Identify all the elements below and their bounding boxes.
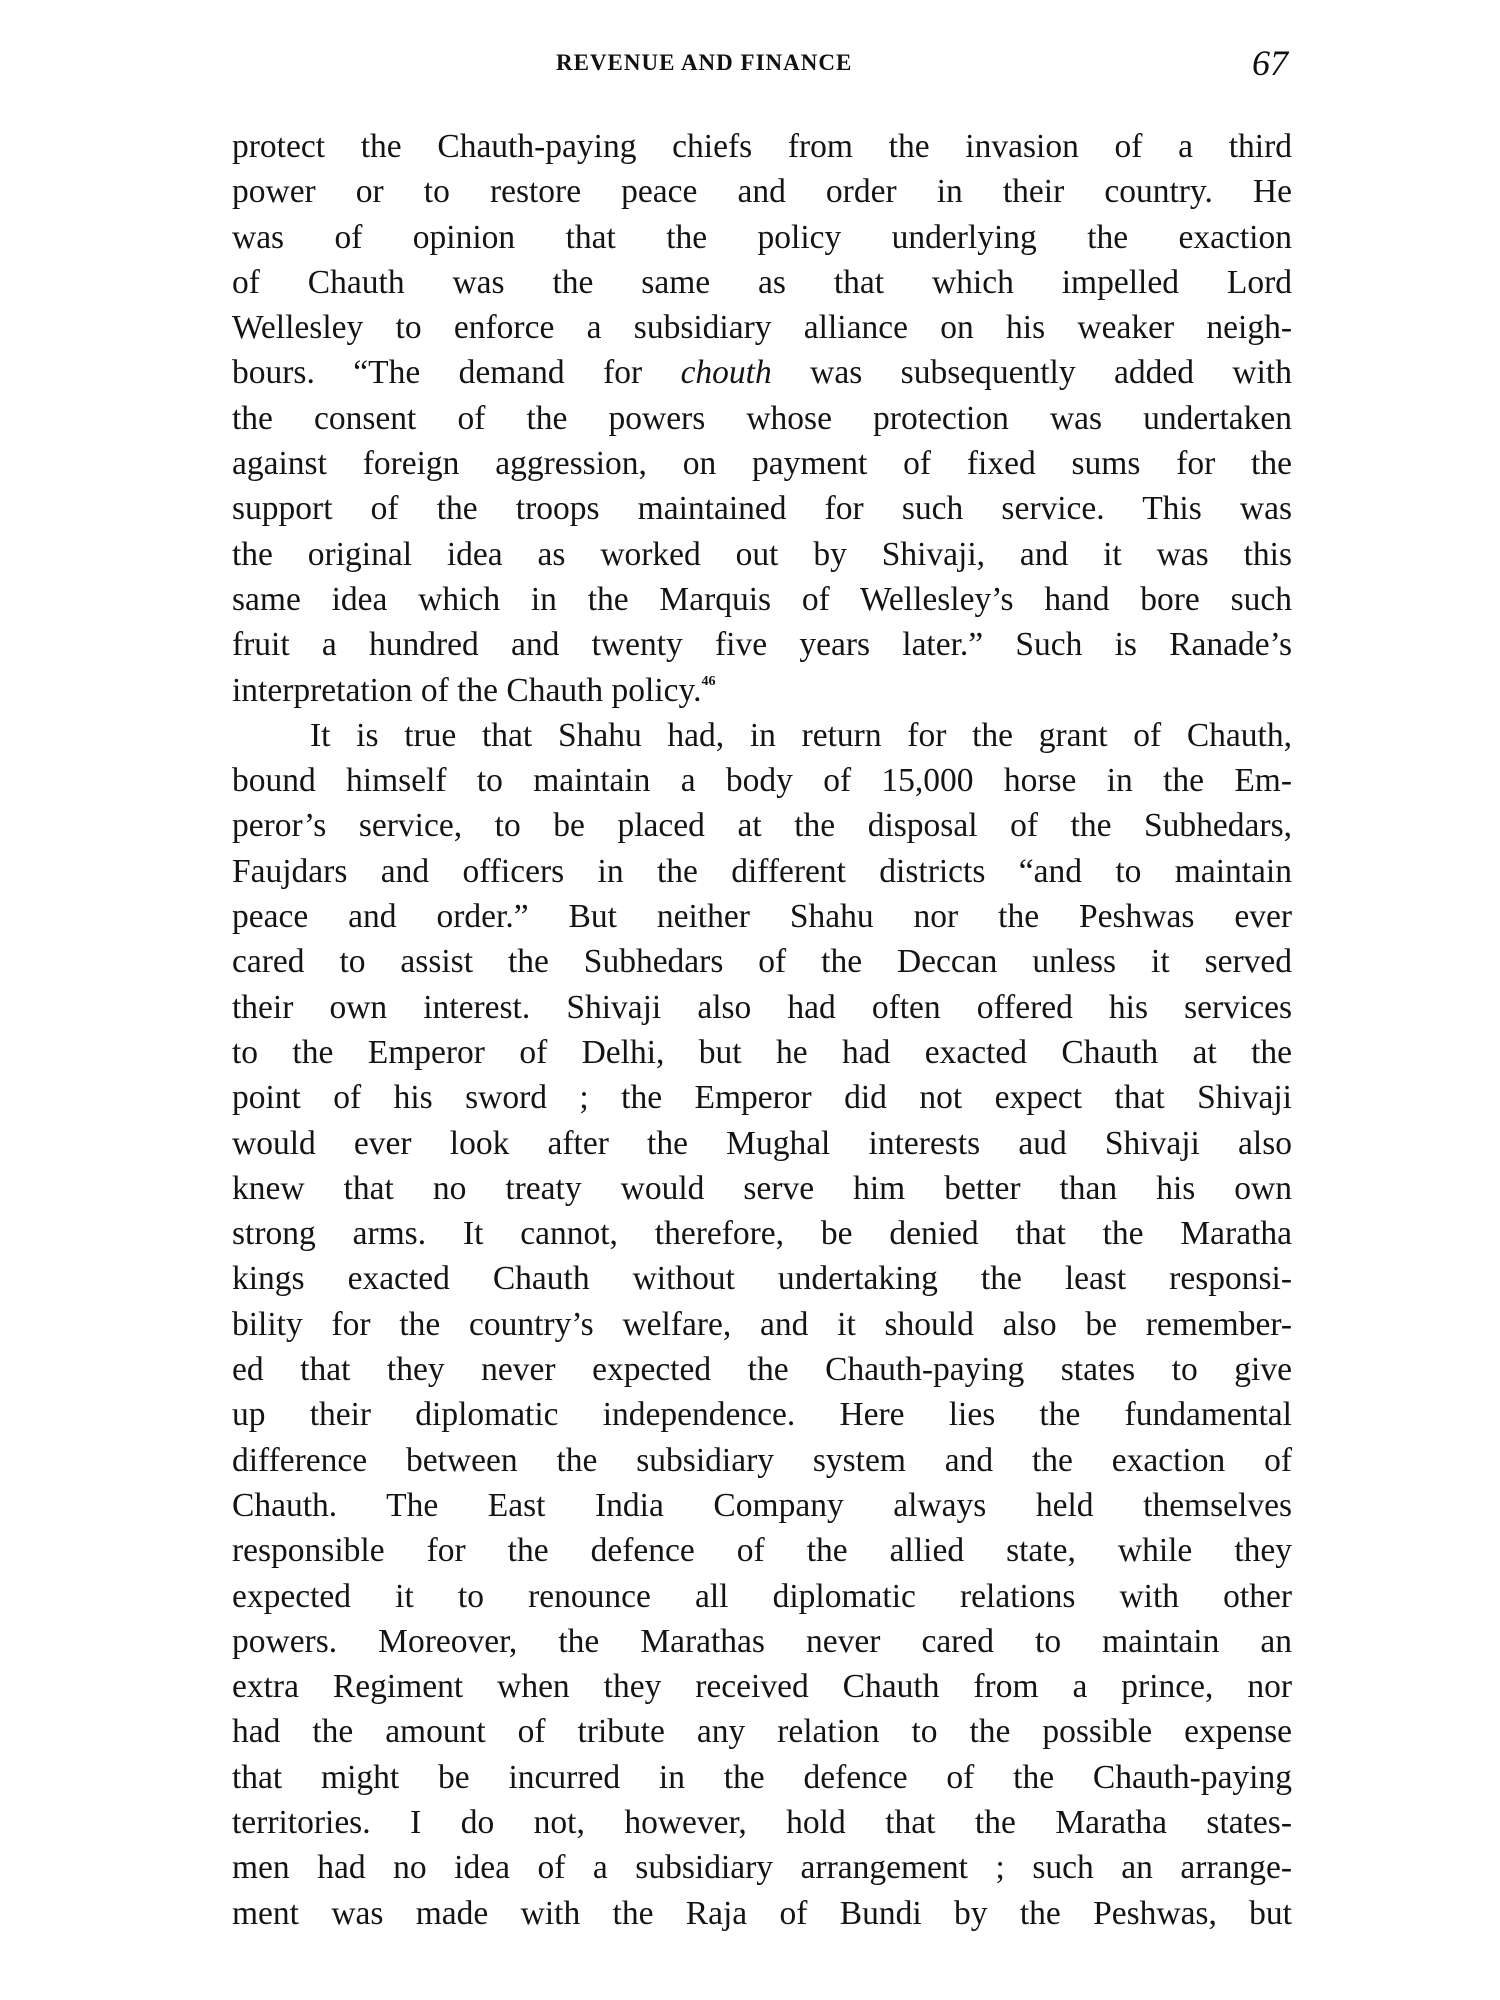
text-line: was of opinion that the policy underlying the exaction xyxy=(232,218,1292,256)
text-line: same idea which in the Marquis of Wellesley’s hand bore such xyxy=(232,580,1292,618)
text-line: protect the Chauth-paying chiefs from the invasion of a third xyxy=(232,128,1292,165)
paragraph-first-line: It is true that Shahu had, in return for the grant of Chauth, xyxy=(310,716,1292,754)
text-line: fruit a hundred and twenty five years later.” Such is Ranade’s xyxy=(232,626,1292,664)
text-line: peror’s service, to be placed at the disposal of the Subhedars, xyxy=(232,807,1292,845)
text-line: to the Emperor of Delhi, but he had exacted Chauth at the xyxy=(232,1033,1292,1071)
text-line: had the amount of tribute any relation to the possible expense xyxy=(232,1713,1292,1751)
text-line: that might be incurred in the defence of the Chauth-paying xyxy=(232,1758,1292,1796)
text-line: support of the troops maintained for such service. This was xyxy=(232,490,1292,528)
text-line: of Chauth was the same as that which impelled Lord xyxy=(232,263,1292,301)
text-line: ment was made with the Raja of Bundi by the Peshwas, but xyxy=(232,1894,1292,1932)
text-line: point of his sword ; the Emperor did not expect that Shivaji xyxy=(232,1079,1292,1117)
text-line: knew that no treaty would serve him better than his own xyxy=(232,1169,1292,1207)
text-line: extra Regiment when they received Chauth from a prince, nor xyxy=(232,1668,1292,1706)
text-line: against foreign aggression, on payment of fixed sums for the xyxy=(232,445,1292,483)
text-line: difference between the subsidiary system and the exaction of xyxy=(232,1441,1292,1479)
text-line: up their diplomatic independence. Here lies the fundamental xyxy=(232,1396,1292,1434)
text-line: peace and order.” But neither Shahu nor the Peshwas ever xyxy=(232,898,1292,936)
text-line: Chauth. The East India Company always held themselves xyxy=(232,1486,1292,1524)
text-line: powers. Moreover, the Marathas never cared to maintain an xyxy=(232,1622,1292,1660)
footnote-reference: 46 xyxy=(701,673,716,689)
text-line: men had no idea of a subsidiary arrangement ; such an arrange- xyxy=(232,1849,1292,1887)
text-line: bound himself to maintain a body of 15,000 horse in the Em- xyxy=(232,762,1292,800)
italic-term: chouth xyxy=(680,354,772,392)
running-title: REVENUE AND FINANCE xyxy=(556,50,853,75)
text-line: Wellesley to enforce a subsidiary alliance on his weaker neigh- xyxy=(232,309,1292,347)
text-line: power or to restore peace and order in their country. He xyxy=(232,173,1292,211)
page-number: 67 xyxy=(1252,43,1288,83)
text-line: bours. “The demand for chouth was subsequently added with xyxy=(232,354,1292,392)
text-line: Faujdars and officers in the different districts “and to maintain xyxy=(232,852,1292,890)
text-line: would ever look after the Mughal interests aud Shivaji also xyxy=(232,1124,1292,1162)
text-line: the original idea as worked out by Shivaji, and it was this xyxy=(232,535,1292,573)
text-line: territories. I do not, however, hold that the Maratha states- xyxy=(232,1803,1292,1841)
text-line: bility for the country’s welfare, and it should also be remember- xyxy=(232,1305,1292,1343)
text-line: ed that they never expected the Chauth-paying states to give xyxy=(232,1351,1292,1389)
running-head xyxy=(0,44,1500,84)
text-line: expected it to renounce all diplomatic relations with other xyxy=(232,1577,1292,1615)
text-line: the consent of the powers whose protection was undertaken xyxy=(232,399,1292,437)
text-line: kings exacted Chauth without undertaking the least responsi- xyxy=(232,1260,1292,1298)
text-line: responsible for the defence of the allied state, while they xyxy=(232,1532,1292,1570)
text-line: their own interest. Shivaji also had often offered his services xyxy=(232,988,1292,1026)
text-line: interpretation of the Chauth policy.$^{46}$ xyxy=(232,671,716,709)
text-line: strong arms. It cannot, therefore, be denied that the Maratha xyxy=(232,1215,1292,1253)
body-text xyxy=(232,124,1292,1936)
text-line: cared to assist the Subhedars of the Deccan unless it served xyxy=(232,943,1292,981)
